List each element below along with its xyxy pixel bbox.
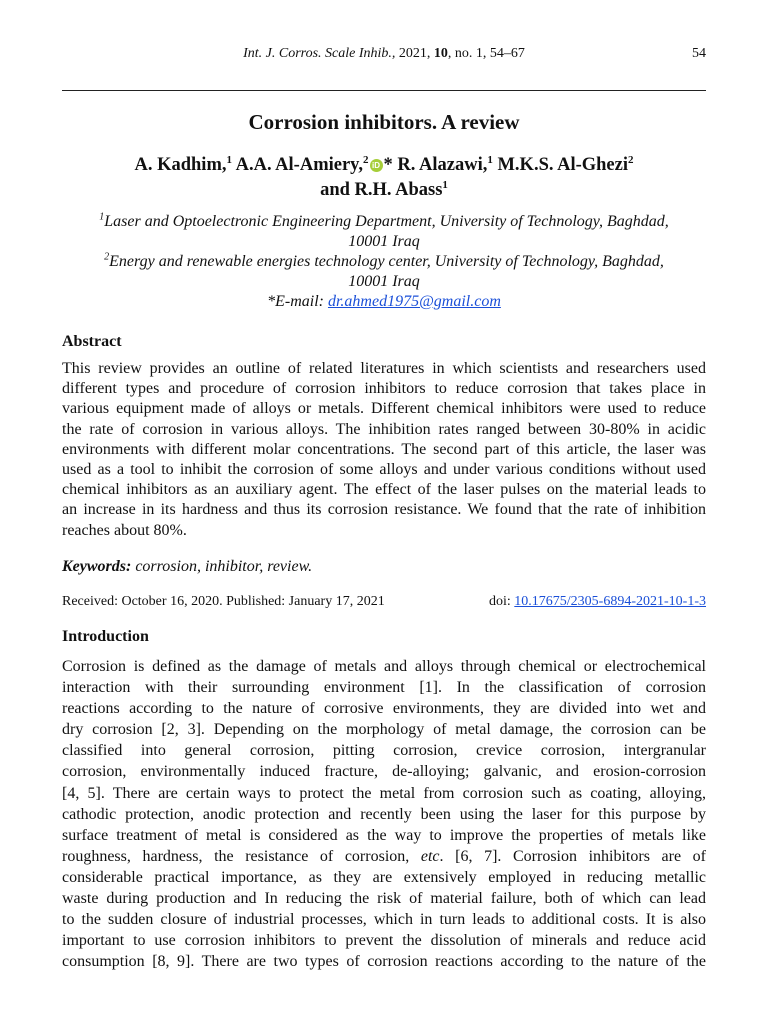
intro-line: interaction with their surrounding environment [1]. In the classification of corrosion: [62, 679, 706, 697]
abstract-heading: Abstract: [62, 333, 122, 350]
intro-line: Corrosion is defined as the damage of metals and alloys through chemical or electrochemical: [62, 658, 706, 675]
affiliations: [62, 212, 706, 312]
affiliation-2-mark: 2: [104, 251, 110, 263]
doi-label: doi:: [489, 594, 515, 609]
journal-year: 2021,: [395, 46, 434, 61]
header-rule: [62, 90, 706, 91]
journal-name: Int. J. Corros. Scale Inhib.,: [243, 46, 396, 61]
intro-line: corrosion, environmentally induced fracture, de-alloying; galvanic, and erosion-corrosion: [62, 763, 706, 781]
abstract-line: This review provides an outline of related literatures in which scientists and researchers used: [62, 360, 706, 377]
doi-link[interactable]: 10.17675/2305-6894-2021-10-1-3: [514, 594, 706, 609]
abstract-line: an increase in its hardness and thus its corrosion resistance. We found that the rate of inhibition: [62, 501, 706, 519]
abstract-line: chemical inhibitors as an auxiliary agent. The effect of the laser pulses on the material leads to: [62, 481, 706, 499]
intro-line: waste during production and In reducing the risk of material failure, both of which can lead: [62, 890, 706, 908]
orcid-icon[interactable]: iD: [370, 159, 383, 172]
intro-line-etc-post: . [6, 7]. Corrosion inhibitors are of: [439, 847, 707, 865]
keywords: [62, 558, 706, 576]
journal-volume: 10: [433, 46, 448, 61]
intro-line: dry corrosion [2, 3]. Depending on the morphology of metal damage, the corrosion can be: [62, 721, 706, 739]
affiliation-2-line-2: 10001 Iraq: [348, 273, 420, 290]
keywords-label: Keywords:: [62, 558, 132, 575]
author-abass: and R.H. Abass: [320, 180, 443, 200]
doi: [489, 594, 706, 610]
author-alazawi: * R. Alazawi,: [383, 155, 488, 175]
intro-line: surface treatment of metal is considered as the way to improve the properties of metals like: [62, 826, 706, 844]
abstract-body: [62, 359, 706, 541]
publication-dates: [62, 594, 706, 610]
author-line-1: [62, 153, 706, 178]
author-kadhim: A. Kadhim,: [134, 155, 227, 175]
abstract-line: reaches about 80%.: [62, 521, 187, 539]
author-abass-affil: 1: [442, 178, 448, 191]
abstract-line: various equipment made of alloys or metals. Different chemical inhibitors were used to reduce: [62, 400, 706, 418]
paper-title: Corrosion inhibitors. A review: [248, 110, 520, 134]
intro-line: consumption [8, 9]. There are two types of corrosion reactions according to the nature of the: [62, 953, 706, 971]
intro-line-etc-em: etc: [420, 847, 440, 865]
introduction-body: [62, 656, 706, 972]
email-line: [62, 292, 706, 312]
email-label: *E-mail:: [267, 293, 328, 310]
intro-line: to the sudden closure of industrial processes, which in turn leads to additional costs. It is also: [62, 911, 706, 929]
author-al-amiery: A.A. Al-Amiery,: [232, 155, 364, 175]
page-number: 54: [692, 46, 706, 61]
intro-line: [4, 5]. There are certain ways to protect the metal from corrosion such as coating, alloying,: [62, 784, 706, 802]
keywords-values: corrosion, inhibitor, review.: [131, 558, 313, 575]
intro-line: important to use corrosion inhibitors to prevent the dissolution of minerals and reduce acid: [62, 932, 706, 950]
author-al-ghezi-affil: 2: [628, 153, 634, 166]
affiliation-2-line-1: [62, 252, 706, 272]
email-link[interactable]: dr.ahmed1975@gmail.com: [327, 293, 501, 310]
affiliation-1-line-1: [62, 212, 706, 232]
introduction-heading: Introduction: [62, 628, 149, 645]
intro-line: reactions according to the nature of corrosive environments, they are divided into wet and: [62, 700, 706, 718]
intro-line-etc: [62, 846, 706, 867]
intro-line: classified into general corrosion, pitting corrosion, crevice corrosion, intergranular: [62, 742, 706, 760]
affiliation-2-text: Energy and renewable energies technology center, University of Technology, Baghdad,: [109, 253, 664, 270]
affiliation-1-mark: 1: [99, 211, 105, 223]
running-head: [62, 46, 706, 62]
abstract-line: the rate of corrosion in various alloys. The inhibition rates ranged between 30-80% in acidic: [62, 420, 706, 438]
intro-line: cathodic protection, anodic protection and recently been using the laser for this purpose by: [62, 805, 706, 823]
abstract-line: used as a tool to inhibit the corrosion of some alloys and under various conditions without used: [62, 461, 706, 479]
affiliation-1-line-2: 10001 Iraq: [348, 233, 420, 250]
intro-line-etc-pre: roughness, hardness, the resistance of corrosion,: [62, 847, 421, 865]
intro-line: considerable practical importance, as they are extensively employed in reducing metallic: [62, 868, 706, 886]
affiliation-1-text: Laser and Optoelectronic Engineering Department, University of Technology, Baghdad,: [104, 213, 669, 230]
author-line-2: [62, 178, 706, 203]
author-list: [62, 153, 706, 203]
author-alazawi-affil: 1: [487, 153, 493, 166]
abstract-line: environments with different molar concentrations. The second part of this article, the laser was: [62, 440, 706, 458]
journal-issue-pages: , no. 1, 54–67: [447, 46, 525, 61]
author-al-amiery-affil: 2: [363, 153, 369, 166]
author-kadhim-affil: 1: [226, 153, 232, 166]
author-al-ghezi: M.K.S. Al-Ghezi: [492, 155, 628, 175]
abstract-line: different types and procedure of corrosion inhibitors to reduce corrosion that takes place in: [62, 380, 706, 398]
received-published: Received: October 16, 2020. Published: January 17, 2021: [62, 594, 385, 609]
